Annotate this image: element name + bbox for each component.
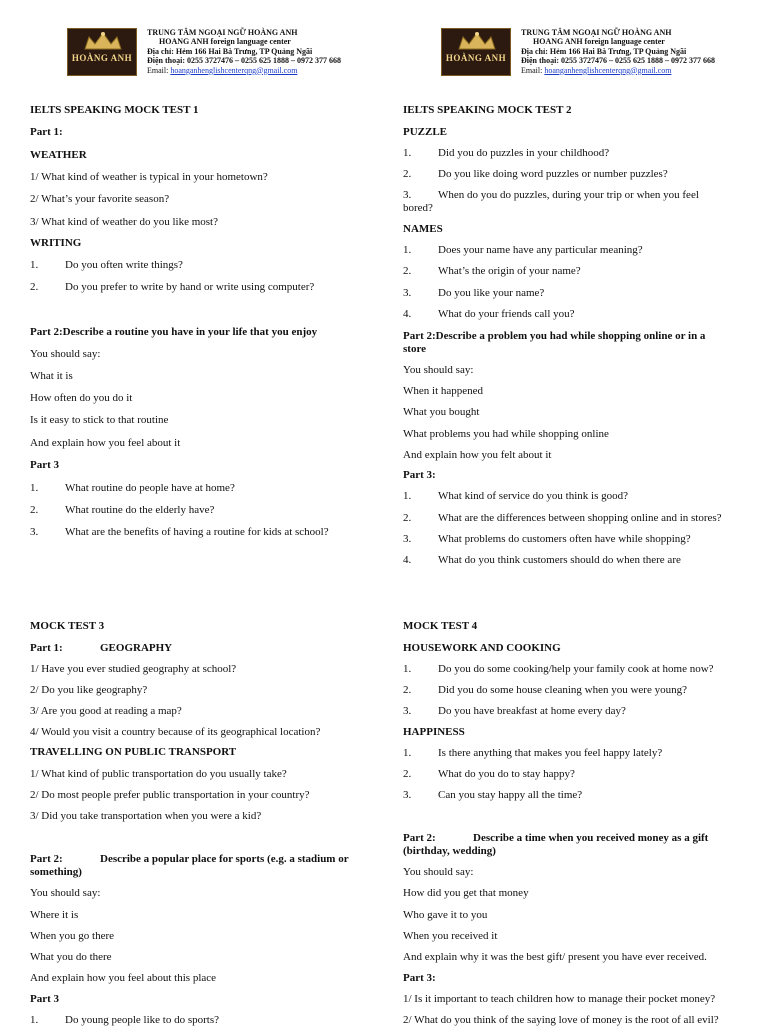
- logo-text: HOÀNG ANH: [445, 53, 507, 63]
- center-english-name: HOANG ANH foreign language center: [533, 37, 665, 47]
- email-label: Email:: [147, 65, 171, 75]
- topic-heading: PUZZLE: [403, 126, 448, 138]
- center-english-name: HOANG ANH foreign language center: [159, 37, 291, 47]
- header-left: [67, 28, 387, 88]
- topic-heading: TRAVELLING ON PUBLIC TRANSPORT: [30, 746, 237, 758]
- center-name: TRUNG TÂM NGOẠI NGỮ HOÀNG ANH: [147, 28, 298, 37]
- question: 3. Can you stay happy all the time?: [403, 789, 583, 801]
- question: 3. Do you like your name?: [403, 287, 545, 299]
- part-2-heading: Part 2:Describe a problem you had while shopping online or in a: [403, 330, 706, 342]
- test-title: IELTS SPEAKING MOCK TEST 2: [403, 104, 572, 116]
- question: 2. What routine do the elderly have?: [30, 504, 215, 516]
- cue-card-line: When you go there: [30, 930, 114, 942]
- question: 1. What routine do people have at home?: [30, 482, 235, 494]
- topic-heading: WEATHER: [30, 149, 87, 161]
- cue-card-line: And explain how you feel about it: [30, 437, 181, 449]
- part-2-heading: Part 2: Describe a time when you received money as a gift: [403, 832, 709, 844]
- question: 2. Do you prefer to write by hand or write using computer?: [30, 281, 315, 293]
- part-2-heading-continued: (birthday, wedding): [403, 845, 496, 857]
- question: 1/ What kind of weather is typical in your hometown?: [30, 171, 268, 183]
- cue-card-line: Where it is: [30, 909, 79, 921]
- cue-card-line: You should say:: [30, 348, 101, 360]
- question: 3. What are the benefits of having a routine for kids at school?: [30, 526, 329, 538]
- question: 2/ Do most people prefer public transportation in your country?: [30, 789, 310, 801]
- question: 2. Did you do some house cleaning when you were young?: [403, 684, 687, 696]
- test-title: MOCK TEST 3: [30, 620, 105, 632]
- crown-icon: [457, 31, 497, 51]
- cue-card-line: Who gave it to you: [403, 909, 488, 921]
- question: 3. What problems do customers often have while shopping?: [403, 533, 691, 545]
- question: 1/ Is it important to teach children how to manage their pocket money?: [403, 993, 716, 1005]
- cue-card-line: What it is: [30, 370, 73, 382]
- question: 1. Does your name have any particular meaning?: [403, 244, 643, 256]
- part-heading: Part 3:: [403, 972, 436, 984]
- question: 2. What are the differences between shopping online and in stores?: [403, 512, 722, 524]
- topic-heading: HOUSEWORK AND COOKING: [403, 642, 561, 654]
- cue-card-line: You should say:: [403, 866, 474, 878]
- email-link[interactable]: hoanganhenglishcenterqng@gmail.com: [544, 65, 672, 75]
- part-heading: Part 1:: [30, 126, 63, 138]
- center-logo: [441, 28, 511, 76]
- question: 3. When do you do puzzles, during your trip or when you feel: [403, 189, 699, 201]
- question: 1. Do you often write things?: [30, 259, 183, 271]
- question: 2/ What’s your favorite season?: [30, 193, 170, 205]
- question: 4/ Would you visit a country because of its geographical location?: [30, 726, 321, 738]
- question: 1. Do young people like to do sports?: [30, 1014, 219, 1026]
- email-label: Email:: [521, 65, 545, 75]
- topic-heading: HAPPINESS: [403, 726, 465, 738]
- test-title: IELTS SPEAKING MOCK TEST 1: [30, 104, 199, 116]
- part-2-heading-continued: something): [30, 866, 82, 878]
- cue-card-line: How often do you do it: [30, 392, 133, 404]
- question: 1/ Have you ever studied geography at school?: [30, 663, 237, 675]
- part-2-heading: Part 2:Describe a routine you have in your life that you enjoy: [30, 326, 318, 338]
- cue-card-line: You should say:: [403, 364, 474, 376]
- question: 4. What do you think customers should do when there are: [403, 554, 681, 566]
- part-heading: Part 3: [30, 459, 60, 471]
- question: 2. Do you like doing word puzzles or number puzzles?: [403, 168, 668, 180]
- cue-card-line: And explain why it was the best gift/ present you have ever received.: [403, 951, 707, 963]
- cue-card-line: And explain how you feel about this place: [30, 972, 217, 984]
- test-title: MOCK TEST 4: [403, 620, 478, 632]
- cue-card-line: When it happened: [403, 385, 484, 397]
- part-heading: Part 3:: [403, 469, 436, 481]
- cue-card-line: What problems you had while shopping online: [403, 428, 609, 440]
- question: 1. Is there anything that makes you feel happy lately?: [403, 747, 663, 759]
- topic-heading: WRITING: [30, 237, 82, 249]
- center-info: [147, 28, 341, 75]
- cue-card-line: What you bought: [403, 406, 480, 418]
- question: 1. Do you do some cooking/help your family cook at home now?: [403, 663, 714, 675]
- cue-card-line: You should say:: [30, 887, 101, 899]
- topic-heading: NAMES: [403, 223, 443, 235]
- question: 2/ Do you like geography?: [30, 684, 148, 696]
- question: 2. What’s the origin of your name?: [403, 265, 581, 277]
- question: 3/ What kind of weather do you like most?: [30, 216, 218, 228]
- question: 1. What kind of service do you think is good?: [403, 490, 629, 502]
- cue-card-line: And explain how you felt about it: [403, 449, 552, 461]
- center-info: [521, 28, 715, 75]
- cue-card-line: What you do there: [30, 951, 112, 963]
- cue-card-line: How did you get that money: [403, 887, 529, 899]
- center-phone: Điện thoại: 0255 3727476 – 0255 625 1888 – 0972 377 668: [147, 56, 341, 66]
- center-phone: Điện thoại: 0255 3727476 – 0255 625 1888 – 0972 377 668: [521, 56, 715, 66]
- cue-card-line: When you received it: [403, 930, 498, 942]
- center-logo: [67, 28, 137, 76]
- question: 3/ Are you good at reading a map?: [30, 705, 182, 717]
- header-right: [441, 28, 761, 88]
- part-heading: Part 3: [30, 993, 60, 1005]
- part-heading: Part 1: GEOGRAPHY: [30, 642, 173, 654]
- logo-text: HOÀNG ANH: [71, 53, 133, 63]
- question: 1/ What kind of public transportation do you usually take?: [30, 768, 287, 780]
- email-link[interactable]: hoanganhenglishcenterqng@gmail.com: [170, 65, 298, 75]
- center-address: Địa chỉ: Hẻm 166 Hai Bà Trưng, TP Quảng Ngãi: [521, 46, 687, 56]
- question: 1. Did you do puzzles in your childhood?: [403, 147, 610, 159]
- center-name: TRUNG TÂM NGOẠI NGỮ HOÀNG ANH: [521, 28, 672, 37]
- question: 3. Do you have breakfast at home every day?: [403, 705, 626, 717]
- part-2-heading: Part 2: Describe a popular place for sports (e.g. a stadium or: [30, 853, 349, 865]
- question: 2. What do you do to stay happy?: [403, 768, 575, 780]
- question: 2/ What do you think of the saying love of money is the root of all evil?: [403, 1014, 719, 1026]
- part-2-heading-continued: store: [403, 343, 427, 355]
- question: 4. What do your friends call you?: [403, 308, 575, 320]
- question-continued: bored?: [403, 202, 433, 214]
- crown-icon: [83, 31, 123, 51]
- cue-card-line: Is it easy to stick to that routine: [30, 414, 169, 426]
- center-address: Địa chỉ: Hẻm 166 Hai Bà Trưng, TP Quảng Ngãi: [147, 46, 313, 56]
- question: 3/ Did you take transportation when you were a kid?: [30, 810, 262, 822]
